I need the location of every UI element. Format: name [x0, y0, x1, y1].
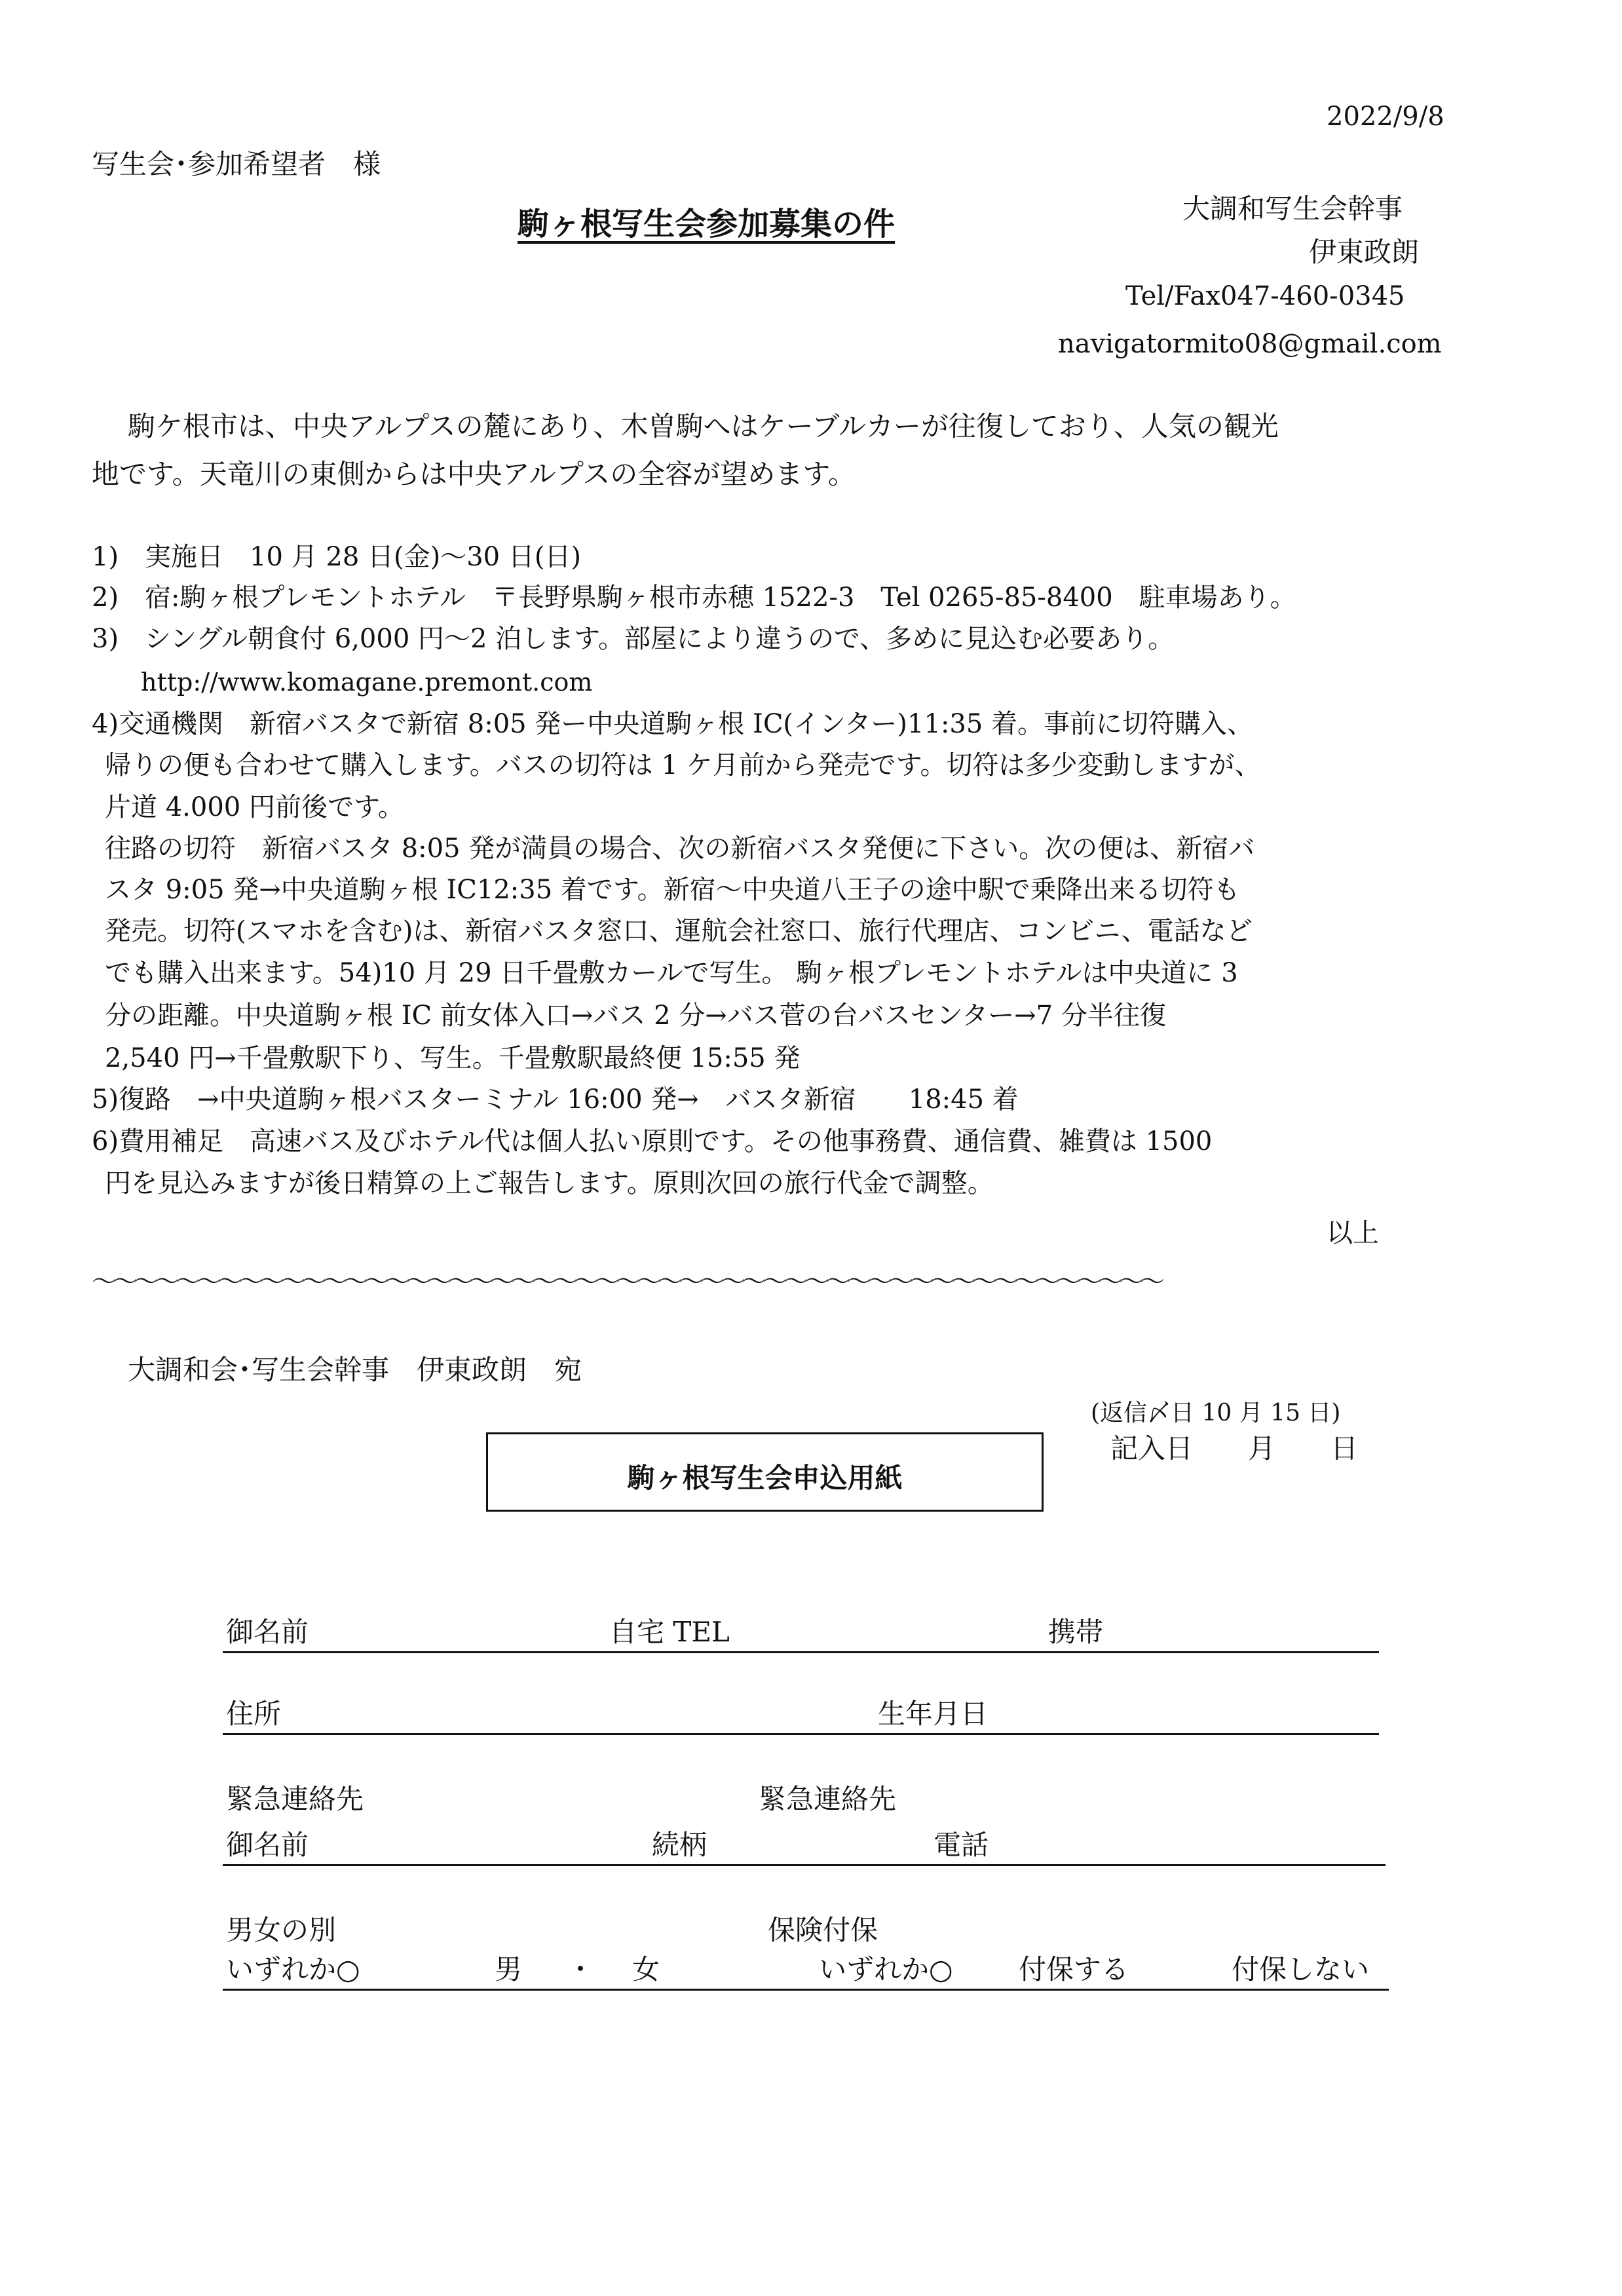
gender-row-underline — [223, 1989, 1389, 1991]
intro-line-1: 駒ケ根市は、中央アルプスの麓にあり、木曽駒へはケーブルカーが往復しており、人気の観光 — [128, 410, 1279, 442]
gender-option-female[interactable]: 女 — [632, 1953, 660, 1985]
mobile-label: 携帯 — [1048, 1616, 1104, 1648]
gender-option-male[interactable]: 男 — [495, 1953, 523, 1985]
outbound-ticket-line-6: 2,540 円→千畳敷駅下り、写生。千畳敷駅最終便 15:55 発 — [105, 1043, 801, 1073]
intro-line-2: 地です。天竜川の東側からは中央アルプスの全容が望めます。 — [92, 458, 856, 490]
outbound-ticket-line-3: 発売。切符(スマホを含む)は、新宿バスタ窓口、運航会社窓口、旅行代理店、コンビニ、電話など — [105, 916, 1253, 946]
item-2-hotel: 2) 宿:駒ヶ根プレモントホテル 〒長野県駒ヶ根市赤穂 1522-3 Tel 0265-85-8400 駐車場あり。 — [92, 583, 1296, 613]
item-4-transport-line-3: 片道 4.000 円前後です。 — [105, 792, 404, 822]
insurance-option-no[interactable]: 付保しない — [1232, 1953, 1370, 1985]
outbound-ticket-line-4: でも購入出来ます。54)10 月 29 日千畳敷カールで写生。 駒ヶ根プレモントホテルは中央道に 3 — [105, 958, 1238, 988]
sender-tel: Tel/Fax047-460-0345 — [1125, 281, 1405, 311]
phone-label: 電話 — [934, 1829, 989, 1861]
outbound-ticket-line-5: 分の距離。中央道駒ヶ根 IC 前女体入口→バス 2 分→バス菅の台バスセンター→7 分半往復 — [105, 1001, 1166, 1031]
item-1-schedule: 1) 実施日 10 月 28 日(金)～30 日(日) — [92, 542, 582, 572]
document-title: 駒ヶ根写生会参加募集の件 — [518, 206, 896, 242]
hotel-url-link[interactable]: http://www.komagane.premont.com — [141, 668, 593, 697]
birthdate-label: 生年月日 — [878, 1698, 989, 1730]
address-label: 住所 — [226, 1698, 282, 1730]
emergency-label-2: 緊急連絡先 — [759, 1783, 897, 1815]
sender-org: 大調和写生会幹事 — [1182, 193, 1403, 225]
item-6-costs-line-1: 6)費用補足 高速バス及びホテル代は個人払い原則です。その他事務費、通信費、雑費は 1500 — [92, 1126, 1213, 1157]
item-4-transport-line-2: 帰りの便も合わせて購入します。バスの切符は 1 ケ月前から発売です。切符は多少変動しますが、 — [105, 750, 1261, 780]
form-addressee: 大調和会･写生会幹事 伊東政朗 宛 — [128, 1354, 582, 1386]
reply-deadline: (返信〆日 10 月 15 日) — [1091, 1400, 1341, 1426]
recipient-line: 写生会･参加希望者 様 — [92, 148, 381, 180]
gender-circle-instruction: いずれか○ — [226, 1953, 360, 1985]
document-date: 2022/9/8 — [1327, 102, 1444, 132]
sender-name: 伊東政朗 — [1309, 236, 1420, 268]
wavy-separator: ～～～～～～～～～～～～～～～～～～～～～～～～～～～～～～～～～～～～～～～～～～～～～～～～～～～ — [92, 1267, 1161, 1296]
emergency-row-underline[interactable] — [223, 1864, 1386, 1866]
item-5-return: 5)復路 →中央道駒ヶ根バスターミナル 16:00 発→ バスタ新宿 18:45 着 — [92, 1084, 1019, 1115]
item-6-costs-line-2: 円を見込みますが後日精算の上ご報告します。原則次回の旅行代金で調整。 — [105, 1168, 994, 1198]
outbound-ticket-line-2: スタ 9:05 発→中央道駒ヶ根 IC12:35 着です。新宿～中央道八王子の途中駅で乗降出来る切符も — [105, 875, 1240, 905]
insurance-option-yes[interactable]: 付保する — [1019, 1953, 1129, 1985]
gender-label: 男女の別 — [226, 1914, 337, 1946]
closing-text: 以上 — [1327, 1218, 1379, 1248]
form-title: 駒ヶ根写生会申込用紙 — [627, 1462, 903, 1494]
name-label: 御名前 — [226, 1616, 309, 1648]
form-title-box — [486, 1432, 1044, 1512]
insurance-label: 保険付保 — [768, 1914, 878, 1946]
item-3-room: 3) シングル朝食付 6,000 円～2 泊します。部屋により違うので、多めに見込む必要あり。 — [92, 624, 1175, 654]
name-row-underline[interactable] — [223, 1651, 1379, 1653]
emergency-label-1: 緊急連絡先 — [226, 1783, 364, 1815]
address-row-underline[interactable] — [223, 1733, 1379, 1735]
item-4-transport-line-1: 4)交通機関 新宿バスタで新宿 8:05 発ー中央道駒ヶ根 IC(インター)11:35 着。事前に切符購入、 — [92, 709, 1254, 739]
entry-date: 記入日 月 日 — [1110, 1432, 1359, 1464]
sender-email[interactable]: navigatormito08@gmail.com — [1058, 329, 1442, 359]
insurance-circle-instruction: いずれか○ — [819, 1953, 953, 1985]
outbound-ticket-line-1: 往路の切符 新宿バスタ 8:05 発が満員の場合、次の新宿バスタ発便に下さい。次の便は、新宿バ — [105, 833, 1255, 864]
gender-separator-dot: ・ — [567, 1953, 595, 1985]
relation-label: 続柄 — [652, 1829, 707, 1861]
emergency-name-label: 御名前 — [226, 1829, 309, 1861]
home-tel-label: 自宅 TEL — [609, 1616, 730, 1648]
